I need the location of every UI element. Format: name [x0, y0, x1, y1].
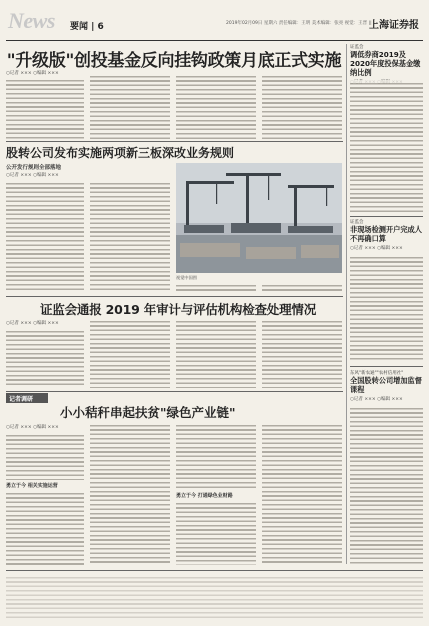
harbor-photo-graphic	[176, 163, 342, 273]
page-footer-area	[6, 574, 423, 620]
lead-body-col4	[262, 73, 342, 139]
lead-byline: ○记者 ××× ○编辑 ×××	[6, 71, 59, 76]
third-byline: ○记者 ××× ○编辑 ×××	[6, 321, 59, 326]
divider	[350, 216, 423, 217]
right-bottom-body	[350, 405, 423, 565]
divider	[6, 391, 343, 392]
news-photo	[176, 163, 342, 273]
right-article-label: 证监会	[350, 45, 364, 50]
photo-caption: 视觉中国图	[176, 275, 197, 280]
second-headline: 股转公司发布实施两项新三板深改业务规则	[6, 146, 235, 160]
divider	[6, 296, 343, 297]
right-article2	[350, 219, 423, 253]
lead-headline: "升级版"创投基金反向挂钩政策月底正式实施	[6, 51, 342, 71]
section-logo: News	[8, 8, 55, 33]
right-bottom-label: 东风"新农通""农村信用社"	[350, 371, 404, 376]
divider	[6, 141, 343, 142]
right-article2-label: 证监会	[350, 220, 364, 225]
fourth-body-col3a	[176, 422, 256, 490]
fourth-body-col3b	[176, 500, 256, 565]
newspaper-name: 上海证券报	[369, 20, 419, 31]
right-bottom-article	[350, 370, 423, 404]
third-body-col3	[176, 318, 256, 388]
fourth-body-col4	[262, 422, 342, 565]
issue-meta: 2019年02月09日 星期六 责任编辑：王明 美术编辑：张亮 视觉：王晋 ||	[226, 21, 372, 26]
fourth-body-col1b	[6, 490, 84, 565]
fourth-subhead-1: 勇立于今 相关实施运营	[6, 483, 58, 489]
lead-body-col3	[176, 73, 256, 139]
third-body-col4	[262, 318, 342, 388]
right-article2-title: 非现场检测开户完成人不再确口算	[350, 225, 422, 243]
feature-tag	[6, 393, 48, 403]
second-body-col2	[90, 180, 170, 292]
second-body-col3	[176, 282, 256, 292]
lead-body-col2	[90, 73, 170, 139]
second-subtitle: 公开发行规则全部落地	[6, 165, 62, 171]
section-label: 要闻 | 6	[70, 22, 104, 32]
right-bottom-title: 全国股转公司增加监督课程	[350, 376, 422, 394]
third-body-col1	[6, 328, 84, 388]
feature-tag-label: 记者调研	[9, 396, 34, 403]
second-body-col4	[262, 282, 342, 292]
fourth-subhead-2: 勇立于今 打通绿色业财路	[176, 493, 233, 499]
fourth-headline: 小小秸秆串起扶贫"绿色产业链"	[60, 405, 236, 420]
fourth-byline: ○记者 ××× ○编辑 ×××	[6, 425, 59, 430]
right-article2-byline: ○记者 ××× ○编辑 ×××	[350, 246, 403, 251]
right-article-body	[350, 80, 423, 212]
fourth-body-col2	[90, 422, 170, 565]
divider	[350, 366, 423, 367]
column-separator	[346, 44, 347, 564]
second-body-col1	[6, 180, 84, 292]
right-bottom-byline: ○记者 ××× ○编辑 ×××	[350, 397, 403, 402]
third-body-col2	[90, 318, 170, 388]
third-headline: 证监会通报 2019 年审计与评估机构检查处理情况	[40, 302, 316, 317]
right-article-title: 调低券商2019及2020年度投保基金缴纳比例	[350, 50, 421, 77]
fourth-body-col1a	[6, 432, 84, 480]
masthead	[6, 6, 423, 41]
second-byline: ○记者 ××× ○编辑 ×××	[6, 173, 59, 178]
divider	[6, 570, 423, 571]
lead-body-col1	[6, 77, 84, 139]
right-article2-body	[350, 254, 423, 362]
